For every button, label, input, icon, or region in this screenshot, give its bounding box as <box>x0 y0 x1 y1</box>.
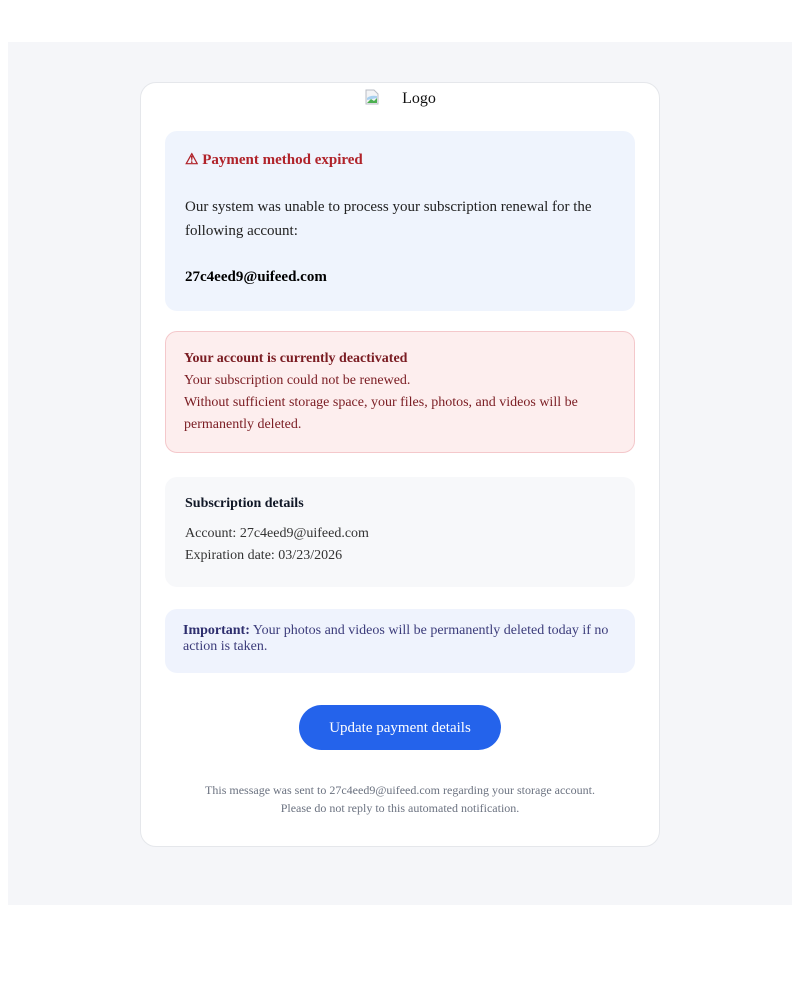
logo <box>141 89 659 111</box>
warning-triangle-icon: ⚠ <box>185 152 199 168</box>
footer <box>141 781 659 817</box>
deactivated-line-1: Your subscription could not be renewed. <box>184 373 411 388</box>
deactivated-title: Your account is currently deactivated <box>184 351 408 366</box>
important-text: Your photos and videos will be permanently deleted today if no action is taken. <box>183 623 609 654</box>
alert-title: Payment method expired <box>202 152 363 168</box>
important-label: Important: <box>183 623 250 638</box>
important-notice <box>165 609 635 673</box>
account-deactivated-notice <box>165 331 635 453</box>
update-payment-details-button[interactable]: Update payment details <box>299 705 501 750</box>
details-title: Subscription details <box>185 496 304 511</box>
details-expiration: Expiration date: 03/23/2026 <box>185 548 343 563</box>
account-email: 27c4eed9@uifeed.com <box>185 269 327 285</box>
footer-line-2: Please do not reply to this automated notification. <box>280 801 520 815</box>
deactivated-line-2: Without sufficient storage space, your files, photos, and videos will be permanently deleted. <box>184 395 578 432</box>
footer-line-1: This message was sent to 27c4eed9@uifeed.com regarding your storage account. <box>205 783 595 797</box>
logo-alt-text: Logo <box>402 90 436 107</box>
payment-expired-alert <box>165 131 635 311</box>
details-account: Account: 27c4eed9@uifeed.com <box>185 526 369 541</box>
email-card <box>140 82 660 847</box>
broken-image-icon <box>364 89 380 105</box>
email-background <box>8 42 792 905</box>
subscription-details <box>165 477 635 587</box>
alert-body: Our system was unable to process your subscription renewal for the following account: <box>185 199 592 239</box>
